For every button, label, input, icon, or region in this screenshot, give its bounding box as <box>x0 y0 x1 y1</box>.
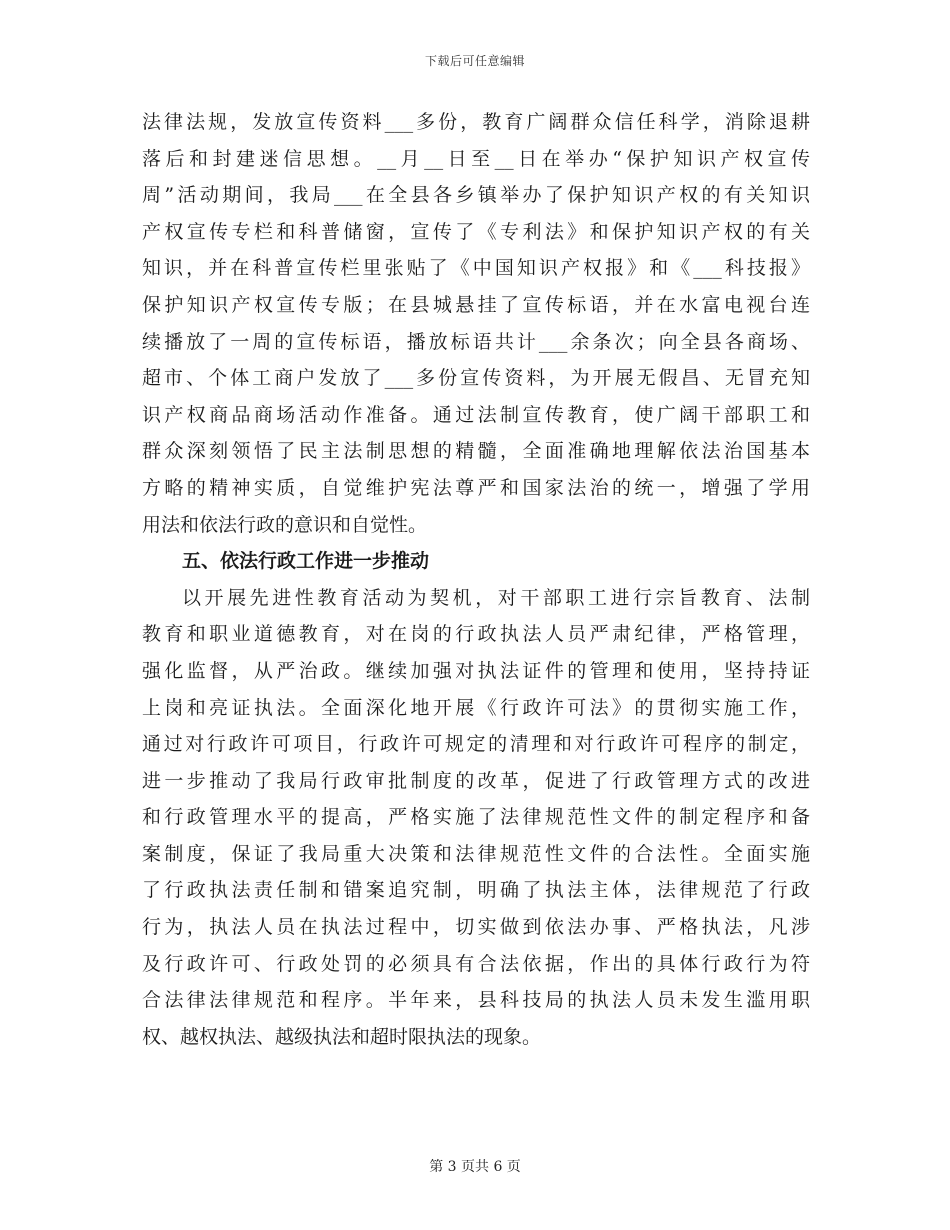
paragraph <box>142 580 810 1056</box>
text-line: 进一步推动了我局行政审批制度的改革，促进了行政管理方式的改进 <box>142 769 810 792</box>
text-line: 了行政执法责任制和错案追究制，明确了执法主体，法律规范了行政 <box>142 879 810 902</box>
text-line: 保护知识产权宣传专版；在县城悬挂了宣传标语，并在水富电视台连 <box>142 293 810 316</box>
text-line: 强化监督，从严治政。继续加强对执法证件的管理和使用，坚持持证 <box>142 659 810 682</box>
text-line: 行为，执法人员在执法过程中，切实做到依法办事、严格执法，凡涉 <box>142 916 810 939</box>
text-line: 产权宣传专栏和科普储窗，宣传了《专利法》和保护知识产权的有关 <box>142 220 810 243</box>
text-line: 以开展先进性教育活动为契机，对干部职工进行宗旨教育、法制 <box>182 586 810 609</box>
text-line: 落后和封建迷信思想。__月__日至__日在举办“保护知识产权宣传 <box>142 147 810 170</box>
paragraph <box>142 104 810 543</box>
text-line: 通过对行政许可项目，行政许可规定的清理和对行政许可程序的制定， <box>142 733 810 756</box>
text-line: 群众深刻领悟了民主法制思想的精髓，全面准确地理解依法治国基本 <box>142 440 810 463</box>
text-line: 合法律法律规范和程序。半年来，县科技局的执法人员未发生滥用职 <box>142 989 810 1012</box>
text-line: 用法和依法行政的意识和自觉性。 <box>142 513 428 536</box>
text-line: 超市、个体工商户发放了___多份宣传资料，为开展无假昌、无冒充知 <box>142 367 810 390</box>
text-line: 上岗和亮证执法。全面深化地开展《行政许可法》的贯彻实施工作， <box>142 696 810 719</box>
document-body <box>142 104 810 1055</box>
text-line: 权、越权执法、越级执法和超时限执法的现象。 <box>142 1025 542 1048</box>
text-line: 周”活动期间，我局___在全县各乡镇举办了保护知识产权的有关知识 <box>142 184 810 207</box>
page-footer: 第 3 页共 6 页 <box>429 1159 521 1175</box>
text-line: 识产权商品商场活动作准备。通过法制宣传教育，使广阔干部职工和 <box>142 403 810 426</box>
text-line: 方略的精神实质，自觉维护宪法尊严和国家法治的统一，增强了学用 <box>142 476 810 499</box>
page-header: 下载后可任意编辑 <box>424 54 525 68</box>
text-line: 及行政许可、行政处罚的必须具有合法依据，作出的具体行政行为符 <box>142 952 810 975</box>
text-line: 知识，并在科普宣传栏里张贴了《中国知识产权报》和《___科技报》 <box>142 257 810 280</box>
text-line: 续播放了一周的宣传标语，播放标语共计___余条次；向全县各商场、 <box>142 330 810 353</box>
text-line: 案制度，保证了我局重大决策和法律规范性文件的合法性。全面实施 <box>142 842 810 865</box>
text-line: 法律法规，发放宣传资料___多份，教育广阔群众信任科学，消除退耕 <box>142 111 810 133</box>
text-line: 教育和职业道德教育，对在岗的行政执法人员严肃纪律，严格管理， <box>142 623 810 646</box>
section-heading: 五、依法行政工作进一步推动 <box>182 550 430 573</box>
text-line: 和行政管理水平的提高，严格实施了法律规范性文件的制定程序和备 <box>142 806 810 829</box>
